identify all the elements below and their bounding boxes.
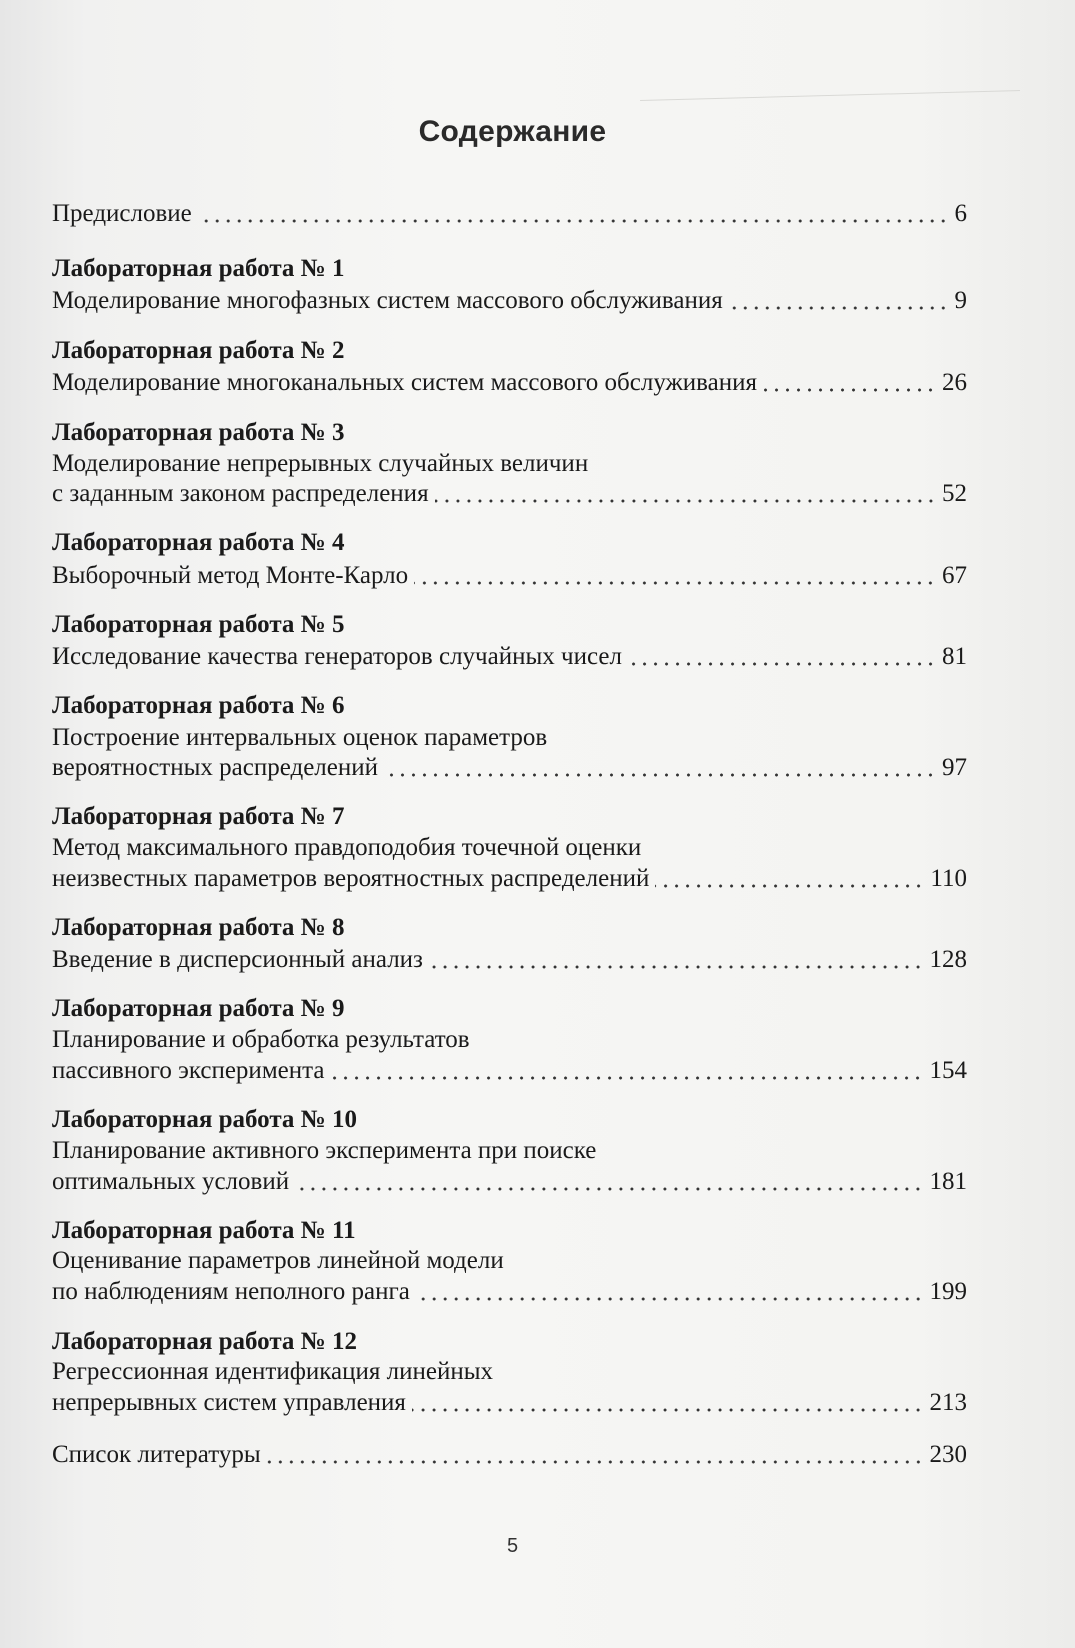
toc-entry-lab-6[interactable]: [52, 752, 967, 784]
bleed-through-mark: [640, 90, 1020, 101]
lab-heading: Лабораторная работа № 8: [52, 914, 345, 941]
toc-entry-lab-10[interactable]: [52, 1166, 967, 1198]
toc-page-number: 181: [929, 1168, 967, 1195]
lab-heading: Лабораторная работа № 11: [52, 1217, 356, 1244]
leader-dots: [655, 883, 924, 889]
lab-heading: Лабораторная работа № 12: [52, 1328, 358, 1355]
toc-entry-text: оптимальных условий: [52, 1168, 290, 1195]
toc-entry-text: с заданным законом распределения: [52, 480, 429, 507]
toc-page-number: 154: [929, 1057, 967, 1084]
lab-heading: Лабораторная работа № 1: [52, 255, 345, 282]
toc-entry-text: Регрессионная идентификация линейных: [52, 1358, 494, 1385]
toc-entry-text: Моделирование непрерывных случайных величин: [52, 450, 589, 477]
toc-entry-lab-7[interactable]: [52, 863, 967, 895]
leader-dots: [295, 1186, 923, 1192]
toc-page-number: 81: [942, 643, 967, 670]
toc-page-number: 213: [929, 1389, 967, 1416]
lab-heading: Лабораторная работа № 2: [52, 337, 345, 364]
toc-entry-lab-8[interactable]: [52, 944, 967, 976]
toc-entry-lab-2[interactable]: [52, 367, 967, 399]
toc-entry-text: неизвестных параметров вероятностных распределений: [52, 865, 650, 892]
toc-entry-lab-12[interactable]: [52, 1387, 967, 1419]
toc-entry-lab-9[interactable]: [52, 1055, 967, 1087]
leader-dots: [267, 1459, 924, 1465]
leader-dots: [198, 218, 949, 224]
toc-entry-lab-4[interactable]: [52, 560, 967, 592]
toc-page-number: 128: [929, 946, 967, 973]
toc-entry-text: пассивного эксперимента: [52, 1057, 325, 1084]
toc-entry-text: Выборочный метод Монте-Карло: [52, 562, 409, 589]
toc-entry-lab-11[interactable]: [52, 1276, 967, 1308]
leader-dots: [763, 387, 936, 393]
toc-page-number: 9: [954, 287, 967, 314]
leader-dots: [384, 772, 936, 778]
toc-entry-text: Планирование активного эксперимента при поиске: [52, 1137, 597, 1164]
toc-entry-text: Предисловие: [52, 200, 192, 227]
leader-dots: [416, 1296, 924, 1302]
lab-heading: Лабораторная работа № 9: [52, 995, 345, 1022]
leader-dots: [414, 580, 936, 586]
lab-heading: Лабораторная работа № 7: [52, 803, 345, 830]
toc-page-number: 110: [930, 865, 967, 892]
toc-entry-text: Построение интервальных оценок параметров: [52, 724, 548, 751]
toc-entry-text: непрерывных систем управления: [52, 1389, 406, 1416]
lab-heading: Лабораторная работа № 3: [52, 419, 345, 446]
toc-entry-text: по наблюдениям неполного ранга: [52, 1278, 410, 1305]
toc-page-number: 26: [942, 369, 967, 396]
toc-entry-text: Планирование и обработка результатов: [52, 1026, 470, 1053]
toc-entry-bibliography[interactable]: [52, 1439, 967, 1471]
lab-heading: Лабораторная работа № 10: [52, 1106, 358, 1133]
page-title: Содержание: [418, 115, 607, 148]
lab-heading: Лабораторная работа № 4: [52, 529, 345, 556]
leader-dots: [729, 305, 949, 311]
leader-dots: [429, 964, 924, 970]
toc-entry-text: вероятностных распределений: [52, 754, 379, 781]
leader-dots: [628, 661, 936, 667]
toc-page-number: 97: [942, 754, 967, 781]
toc-entry-lab-5[interactable]: [52, 641, 967, 673]
leader-dots: [435, 498, 936, 504]
toc-entry-text: Список литературы: [52, 1441, 261, 1468]
toc-entry-text: Исследование качества генераторов случайных чисел: [52, 643, 622, 670]
page-number: 5: [506, 1535, 519, 1557]
toc-entry-text: Оценивание параметров линейной модели: [52, 1247, 504, 1274]
toc-entry-text: Моделирование многофазных систем массового обслуживания: [52, 287, 723, 314]
toc-entry-lab-3[interactable]: [52, 478, 967, 510]
toc-page-number: 6: [954, 200, 967, 227]
toc-page-number: 67: [942, 562, 967, 589]
lab-heading: Лабораторная работа № 5: [52, 611, 345, 638]
toc-entry-text: Введение в дисперсионный анализ: [52, 946, 423, 973]
toc-page-number: 52: [942, 480, 967, 507]
lab-heading: Лабораторная работа № 6: [52, 692, 345, 719]
toc-entry-text: Метод максимального правдоподобия точечной оценки: [52, 834, 642, 861]
toc-entry-preface[interactable]: [52, 198, 967, 230]
toc-page-number: 199: [929, 1278, 967, 1305]
toc-entry-lab-1[interactable]: [52, 285, 967, 317]
toc-page-number: 230: [929, 1441, 967, 1468]
leader-dots: [412, 1407, 924, 1413]
toc-entry-text: Моделирование многоканальных систем массового обслуживания: [52, 369, 757, 396]
leader-dots: [330, 1075, 923, 1081]
